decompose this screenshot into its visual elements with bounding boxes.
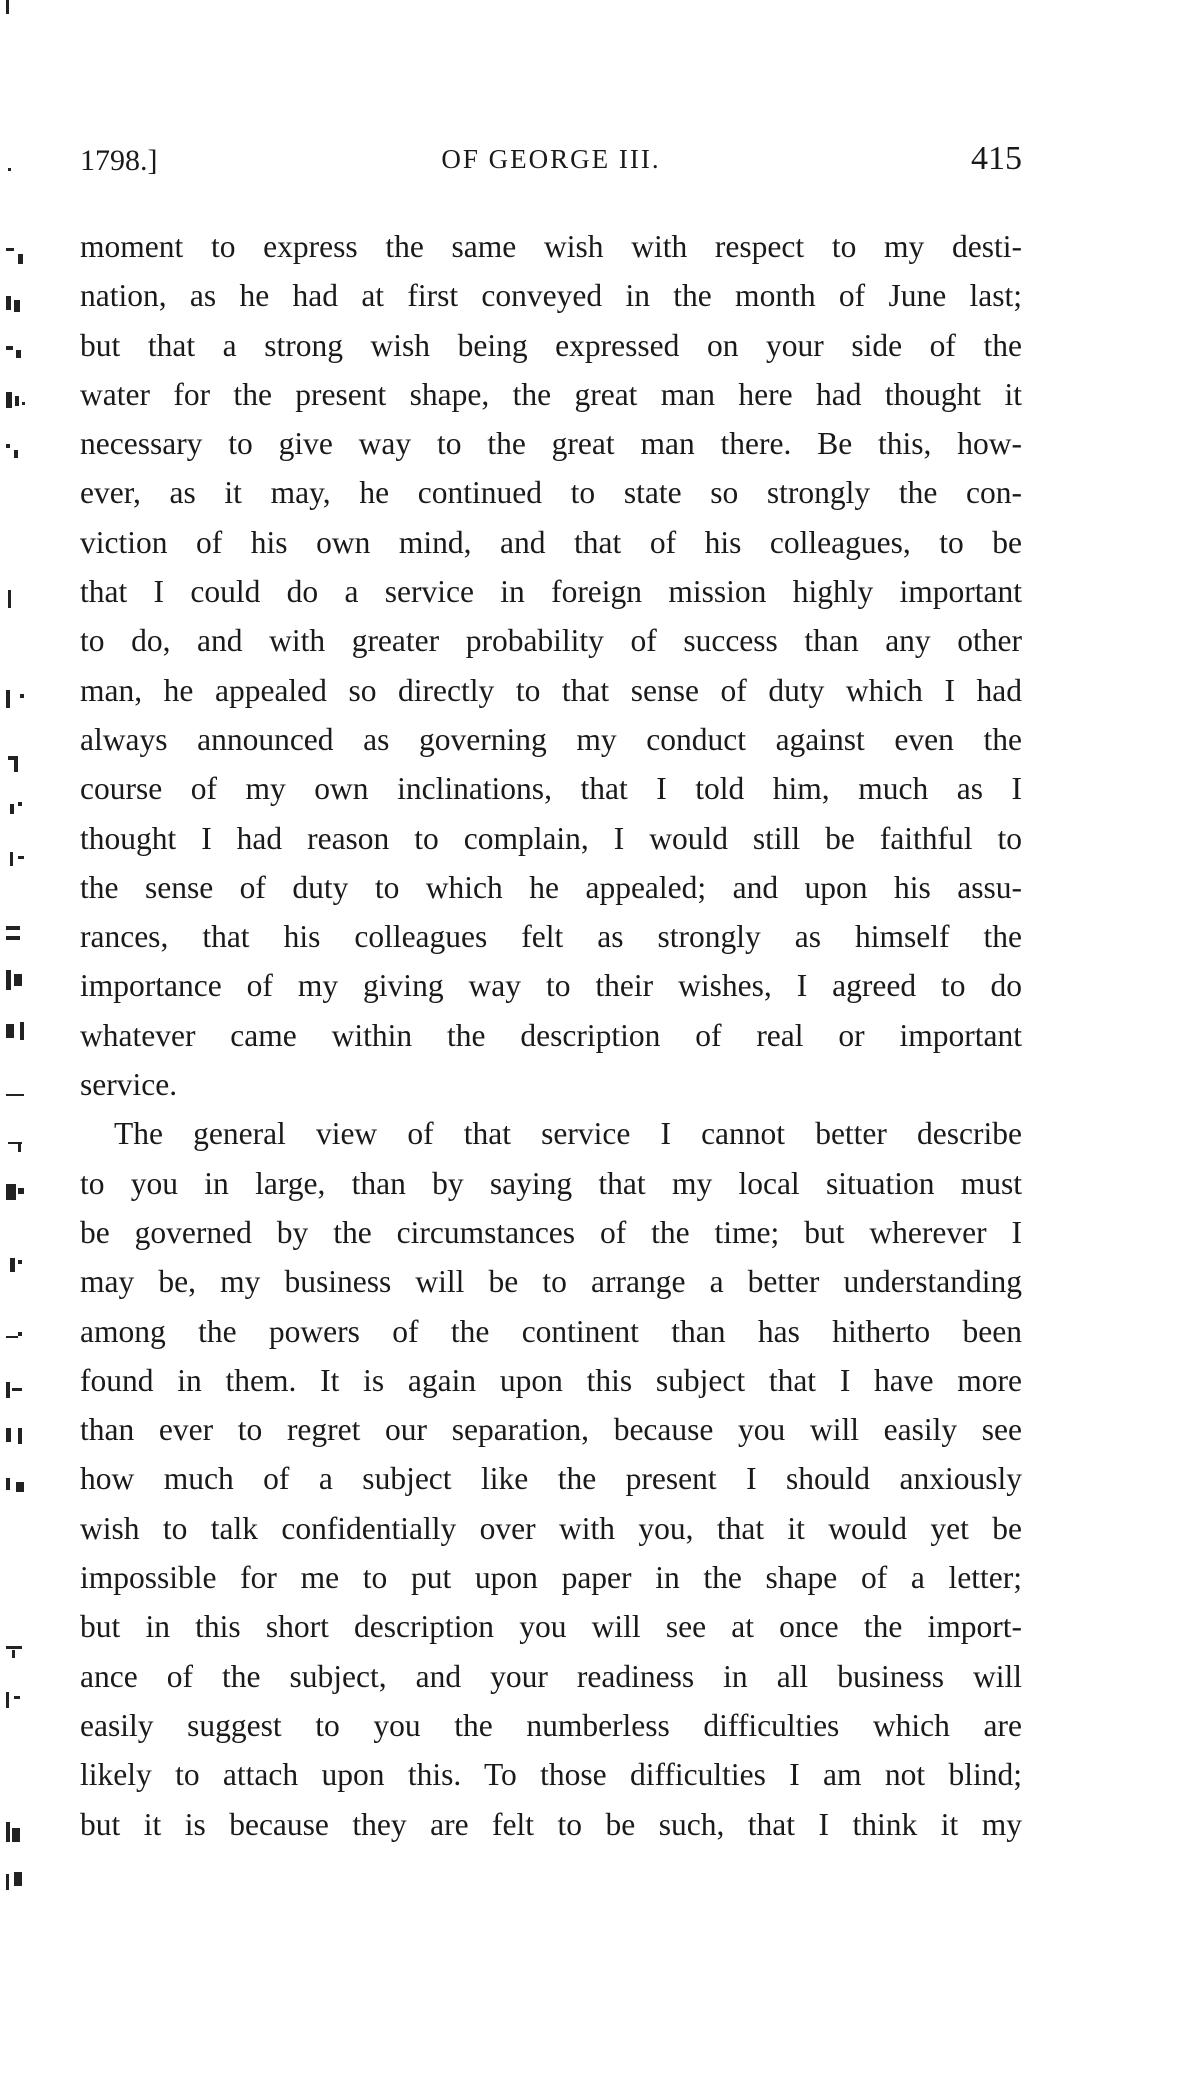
gutter-mark [6,752,32,774]
text-line: than ever to regret our separation, because you will easily see [80,1412,1022,1448]
text-line: to you in large, than by saying that my local situation must [80,1165,1022,1201]
text-line: always announced as governing my conduct against even the [80,721,1022,757]
text-line: that I could do a service in foreign mission highly important [80,574,1022,610]
gutter-mark [4,922,30,944]
text-line: ever, as it may, he continued to state so strongly the con- [80,475,1022,511]
text-line: nation, as he had at first conveyed in the month of June last; [80,278,1022,314]
gutter-mark [6,590,32,612]
gutter-mark [5,0,11,16]
text-line: man, he appealed so directly to that sense of duty which I had [80,672,1022,708]
gutter-mark [4,1182,30,1204]
text-line: but in this short description you will see at once the import- [80,1609,1022,1645]
text-line: ance of the subject, and your readiness in all business will [80,1658,1022,1694]
gutter-mark [4,1822,30,1844]
gutter-mark [4,970,30,992]
text-line: course of my own inclinations, that I told him, much as I [80,771,1022,807]
gutter-mark [4,1378,30,1400]
gutter-mark [4,342,30,364]
text-line: be governed by the circumstances of the time; but wherever I [80,1214,1022,1250]
text-line: among the powers of the continent than has hitherto been [80,1313,1022,1349]
text-line: importance of my giving way to their wishes, I agreed to do [80,968,1022,1004]
paragraph-start-line: The general view of that service I cannot better describe [114,1116,1022,1152]
text-line: thought I had reason to complain, I would still be faithful to [80,820,1022,856]
gutter-mark [4,244,30,266]
text-line: moment to express the same wish with respect to my desti- [80,229,1022,264]
text-line: may be, my business will be to arrange a better understanding [80,1264,1022,1300]
body-text [80,222,1022,1849]
text-line: impossible for me to put upon paper in the shape of a letter; [80,1560,1022,1596]
text-line: rances, that his colleagues felt as strongly as himself the [80,919,1022,955]
gutter-mark [4,1870,30,1892]
gutter-mark [4,1426,30,1448]
gutter-mark [4,294,30,316]
text-line: the sense of duty to which he appealed; and upon his assu- [80,869,1022,905]
gutter-mark [6,162,32,184]
gutter-mark [4,1022,30,1044]
gutter-mark [4,1474,30,1496]
text-line: water for the present shape, the great man here had thought it [80,376,1022,412]
header-date: 1798.] [80,144,158,177]
gutter-mark [6,1136,32,1158]
text-line: found in them. It is again upon this subject that I have more [80,1362,1022,1398]
running-head [80,140,1022,184]
gutter-mark [4,688,30,710]
text-line: easily suggest to you the numberless difficulties which are [80,1707,1022,1743]
gutter-mark [4,1690,30,1712]
text-line: wish to talk confidentially over with you, that it would yet be [80,1510,1022,1546]
gutter-mark [4,1330,30,1352]
gutter-mark [8,800,34,822]
text-line: but that a strong wish being expressed on your side of the [80,327,1022,363]
text-line: how much of a subject like the present I should anxiously [80,1461,1022,1497]
text-line: whatever came within the description of real or important [80,1017,1022,1053]
text-line: service. [80,1067,178,1103]
text-line: viction of his own mind, and that of his colleagues, to be [80,524,1022,560]
page-number: 415 [971,140,1022,177]
gutter-mark [4,440,30,462]
gutter-mark [4,1084,30,1106]
text-line: likely to attach upon this. To those difficulties I am not blind; [80,1757,1022,1793]
gutter-mark [4,390,30,412]
text-line: necessary to give way to the great man there. Be this, how- [80,426,1022,462]
header-title: OF GEORGE III. [441,144,661,174]
text-line: to do, and with greater probability of success than any other [80,623,1022,659]
gutter-mark [4,1640,30,1662]
gutter-mark [8,848,34,870]
text-line: but it is because they are felt to be such, that I think it my [80,1806,1022,1842]
gutter-mark [8,1254,34,1276]
